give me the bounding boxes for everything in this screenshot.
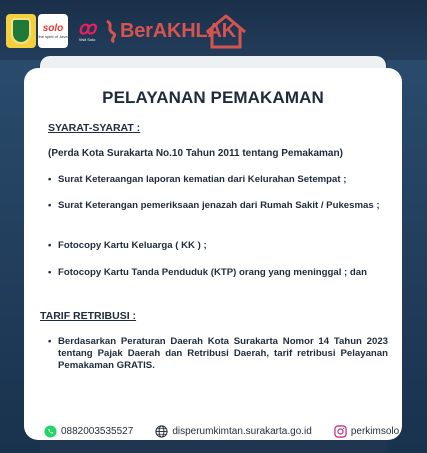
- instagram-icon: [334, 425, 347, 438]
- visit-solo-logo: [72, 14, 102, 48]
- whatsapp-icon: [44, 425, 57, 438]
- syarat-note: (Perda Kota Surakarta No.10 Tahun 2011 tentang Pemakaman): [48, 148, 343, 159]
- solo-logo-subtext: the spirit of Java: [38, 34, 68, 39]
- house-logo-icon: [203, 12, 249, 50]
- bullet: •: [48, 336, 52, 347]
- list-item: [48, 240, 388, 252]
- visit-solo-logo-text: Visit Solo: [78, 37, 96, 42]
- tarif-heading: TARIF RETRIBUSI :: [40, 310, 137, 322]
- solo-logo-text: solo: [42, 23, 64, 34]
- list-item: [48, 200, 388, 212]
- bullet: •: [48, 267, 52, 278]
- list-item: [48, 174, 388, 186]
- list-item-text: Fotocopy Kartu Keluarga ( KK ) ;: [58, 240, 207, 251]
- list-item-text: Fotocopy Kartu Tanda Penduduk (KTP) orang yang meninggal ; dan: [58, 267, 367, 278]
- visit-solo-mark-icon: ꝏ: [77, 18, 97, 38]
- bullet: •: [48, 174, 52, 185]
- globe-icon: [155, 425, 168, 438]
- surakarta-emblem-logo: [6, 14, 36, 48]
- phone-number: 0882003535527: [61, 425, 134, 437]
- list-item-text: Berdasarkan Peraturan Daerah Kota Surakarta Nomor 14 Tahun 2023 tentang Pajak Daerah dan Retribusi Daerah, tarif retribusi Pelayanan Pemakaman GRATIS.: [58, 336, 388, 371]
- berakhlak-brand-text: BerAKHLAK: [120, 19, 236, 42]
- instagram-contact[interactable]: [334, 425, 399, 438]
- website-contact[interactable]: [155, 425, 312, 438]
- page-title: PELAYANAN PEMAKAMAN: [102, 88, 324, 107]
- contact-footer: [44, 420, 421, 442]
- list-item: [48, 267, 388, 279]
- syarat-heading: SYARAT-SYARAT :: [48, 122, 141, 134]
- phone-contact[interactable]: [44, 425, 133, 438]
- list-item-text: Surat Keterangan pemeriksaan jenazah dari Rumah Sakit / Pukesmas ;: [58, 200, 380, 211]
- website-url: disperumkimtan.surakarta.go.id: [172, 425, 312, 437]
- solo-spirit-of-java-logo: [38, 14, 68, 48]
- list-item: [48, 336, 388, 372]
- instagram-handle: perkimsolo: [350, 425, 400, 437]
- bullet: •: [48, 240, 52, 251]
- berakhlak-wave-icon: [104, 19, 118, 43]
- bullet: •: [48, 200, 52, 211]
- shield-icon: [11, 18, 31, 44]
- list-item-text: Surat Keteraangan laporan kematian dari Kelurahan Setempat ;: [58, 174, 347, 185]
